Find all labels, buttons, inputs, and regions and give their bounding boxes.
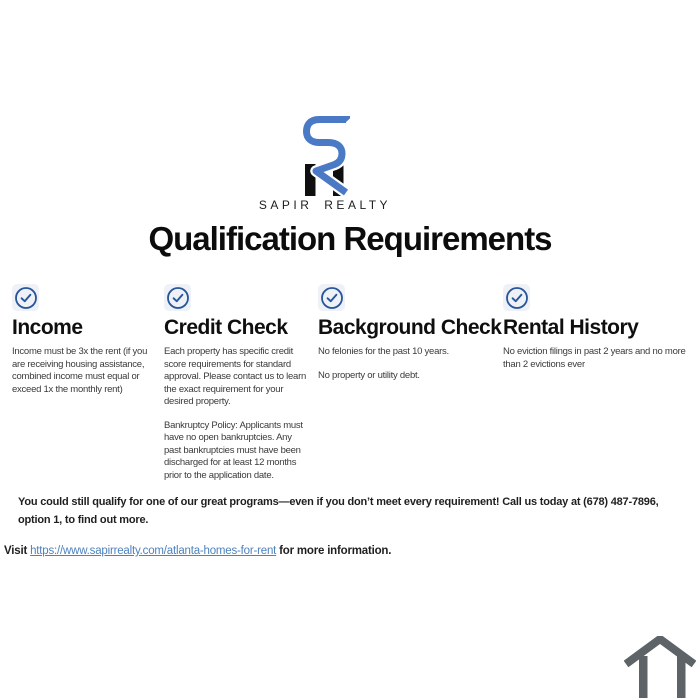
requirement-heading: Rental History <box>503 316 639 339</box>
requirement-credit-check <box>164 284 318 493</box>
visit-prefix: Visit <box>4 545 31 557</box>
requirement-background-check <box>318 284 503 493</box>
requirement-text: Bankruptcy Policy: Applicants must have no open bankruptcies. Any past bankruptcies must have been discharged for at least 12 months prior to the application date. <box>164 419 303 481</box>
page-title: Qualification Requirements <box>148 220 552 257</box>
requirements-section <box>12 284 700 493</box>
requirement-text: No eviction filings in past 2 years and no more than 2 evictions ever <box>503 346 686 370</box>
check-circle-icon <box>164 284 191 311</box>
requirement-heading: Background Check <box>318 316 502 339</box>
sapir-realty-logo-icon <box>300 114 350 196</box>
requirement-income <box>12 284 164 493</box>
brand-logo <box>0 114 675 212</box>
promo-text: You could still qualify for one of our great programs—even if you don’t meet every requirement! Call us today at (678) 487-7896, option 1, to find out more. <box>18 496 659 526</box>
check-circle-icon <box>318 284 345 311</box>
check-circle-icon <box>503 284 530 311</box>
requirement-rental-history <box>503 284 700 493</box>
check-circle-icon <box>12 284 39 311</box>
house-outline-icon <box>624 636 696 698</box>
brand-name: SAPIR REALTY <box>258 198 392 212</box>
requirement-heading: Income <box>12 316 83 339</box>
requirement-text: Income must be 3x the rent (if you are receiving housing assistance, combined income must equal or exceed 1x the monthly rent) <box>12 346 148 395</box>
visit-suffix: for more information. <box>276 545 392 557</box>
requirement-text: No property or utility debt. <box>318 369 420 381</box>
requirement-text: Each property has specific credit score requirements for standard approval. Please contact us to learn the exact requirement for your desired property. <box>164 346 307 408</box>
website-link[interactable]: https://www.sapirrealty.com/atlanta-homes-for-rent <box>30 545 277 557</box>
requirement-text: No felonies for the past 10 years. <box>318 346 449 357</box>
visit-line <box>4 545 391 557</box>
requirement-heading: Credit Check <box>164 316 288 339</box>
